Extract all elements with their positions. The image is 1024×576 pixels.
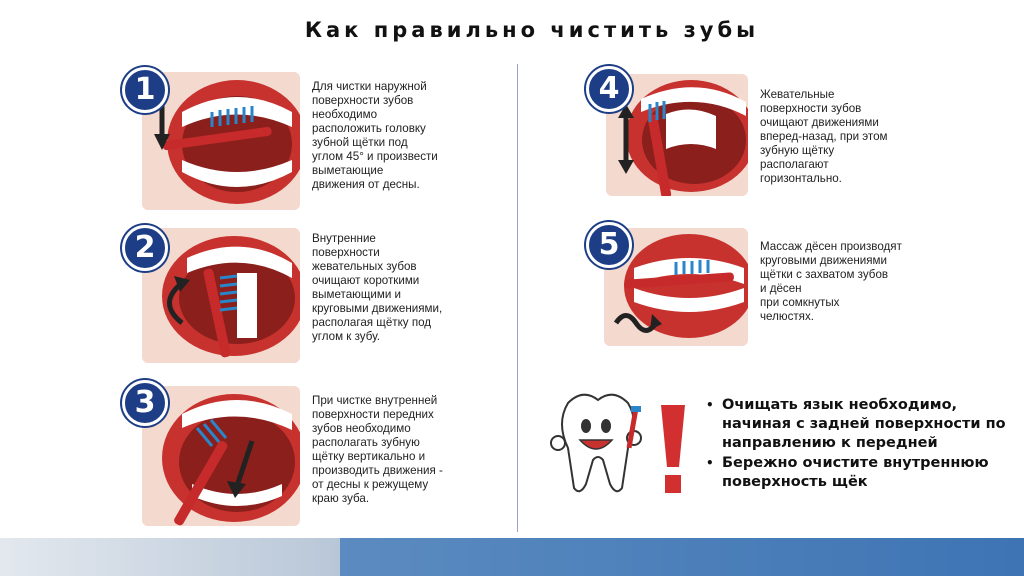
tips-list bbox=[706, 396, 1006, 493]
step-3-text: При чистке внутренней поверхности передних зубов необходимо располагать зубную щётку вертикально и производить движения - от десны к режущему краю зуба. bbox=[312, 394, 443, 505]
step-5-badge: 5 bbox=[586, 222, 632, 268]
happy-tooth-icon bbox=[548, 388, 648, 498]
footer-band-left bbox=[0, 538, 340, 576]
exclamation-icon bbox=[655, 405, 691, 497]
step-2-badge: 2 bbox=[122, 225, 168, 271]
tip-item bbox=[706, 454, 1006, 492]
step-1-badge: 1 bbox=[122, 67, 168, 113]
step-3-badge: 3 bbox=[122, 380, 168, 426]
step-1-text: Для чистки наружной поверхности зубов необходимо расположить головку зубной щётки под углом 45° и произвести выметающие движения от десны. bbox=[312, 80, 438, 191]
step-2-text: Внутренние поверхности жевательных зубов очищают короткими выметающими и круговыми движениями, располагая щётку под углом к зубу. bbox=[312, 232, 443, 343]
tip-text: Бережно очистите внутреннюю поверхность щёк bbox=[722, 455, 989, 490]
tooth-mascot-illustration bbox=[548, 388, 648, 498]
footer-band-right bbox=[340, 538, 1024, 576]
column-divider bbox=[517, 64, 518, 532]
tip-item bbox=[706, 396, 1006, 453]
bullet-icon: • bbox=[706, 398, 714, 412]
page-title: Как правильно чистить зубы bbox=[304, 18, 760, 42]
bullet-icon: • bbox=[706, 456, 714, 470]
step-4-text: Жевательные поверхности зубов очищают движениями вперед-назад, при этом зубную щётку располагают горизонтально. bbox=[760, 88, 888, 185]
step-5-text: Массаж дёсен производят круговыми движениями щётки с захватом зубов и дёсен при сомкнутых челюстях. bbox=[760, 240, 902, 323]
step-4-badge: 4 bbox=[586, 66, 632, 112]
tip-text: Очищать язык необходимо, начиная с задней поверхности по направлению к передней bbox=[722, 397, 1006, 451]
